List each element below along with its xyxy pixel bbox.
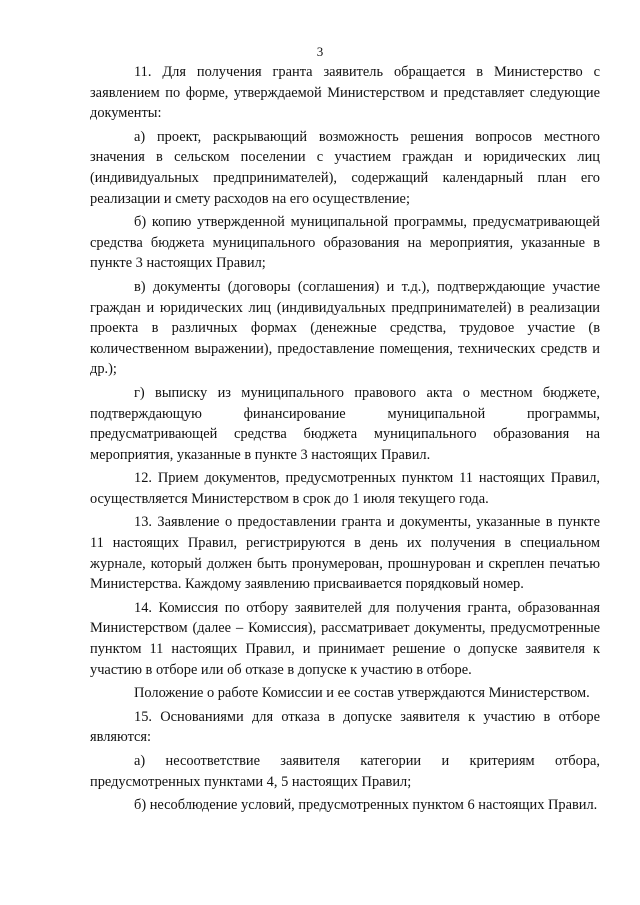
paragraph-15-a: а) несоответствие заявителя категории и критериям отбора, предусмотренных пунктами 4, 5 настоящих Правил; bbox=[90, 753, 600, 790]
paragraph-11-v: в) документы (договоры (соглашения) и т.д.), подтверждающие участие граждан и юридических лиц (индивидуальных предпринимателей) в реализации проекта в различных формах (денежные средства, трудовое участие (в количественном выражении), предоставление помещения, технических средств и др.); bbox=[90, 278, 600, 378]
paragraph-13: 13. Заявление о предоставлении гранта и документы, указанные в пункте 11 настоящих Правил, регистрируются в день их получения в специальном журнале, который должен быть пронумерован, прошнурован и скреплен печатью Министерства. Каждому заявлению присваивается порядковый номер. bbox=[90, 514, 600, 593]
paragraph-15: 15. Основаниями для отказа в допуске заявителя к участию в отборе являются: bbox=[90, 708, 600, 746]
paragraph-commission-statute: Положение о работе Комиссии и ее состав утверждаются Министерством. bbox=[134, 685, 590, 702]
paragraph-11-a: а) проект, раскрывающий возможность решения вопросов местного значения в сельском поселении с участием граждан и юридических лиц (индивидуальных предпринимателей), содержащий календарный план его реализации и смету расходов на его осуществление; bbox=[90, 128, 600, 207]
paragraph-12: 12. Прием документов, предусмотренных пунктом 11 настоящих Правил, осуществляется Министерством в срок до 1 июля текущего года. bbox=[90, 470, 600, 507]
paragraph-11: 11. Для получения гранта заявитель обращается в Министерство с заявлением по форме, утверждаемой Министерством и представляет следующие документы: bbox=[90, 64, 600, 122]
paragraph-15-b: б) несоблюдение условий, предусмотренных пунктом 6 настоящих Правил. bbox=[134, 797, 598, 814]
paragraph-11-b: б) копию утвержденной муниципальной программы, предусматривающей средства бюджета муниципального образования на мероприятия, указанные в пункте 3 настоящих Правил; bbox=[90, 214, 600, 272]
document-body bbox=[90, 62, 600, 816]
page-number: 3 bbox=[316, 44, 324, 59]
paragraph-11-g: г) выписку из муниципального правового акта о местном бюджете, подтверждающую финансирование муниципальной программы, предусматривающей средства бюджета муниципального образования на мероприятия, указанные в пункте 3 настоящих Правил. bbox=[90, 384, 600, 463]
paragraph-14: 14. Комиссия по отбору заявителей для получения гранта, образованная Министерством (далее – Комиссия), рассматривает документы, предусмотренные пунктом 11 настоящих Правил, и принимает решение о допуске заявителя к участию в отборе или об отказе в допуске к участию в отборе. bbox=[90, 599, 600, 678]
